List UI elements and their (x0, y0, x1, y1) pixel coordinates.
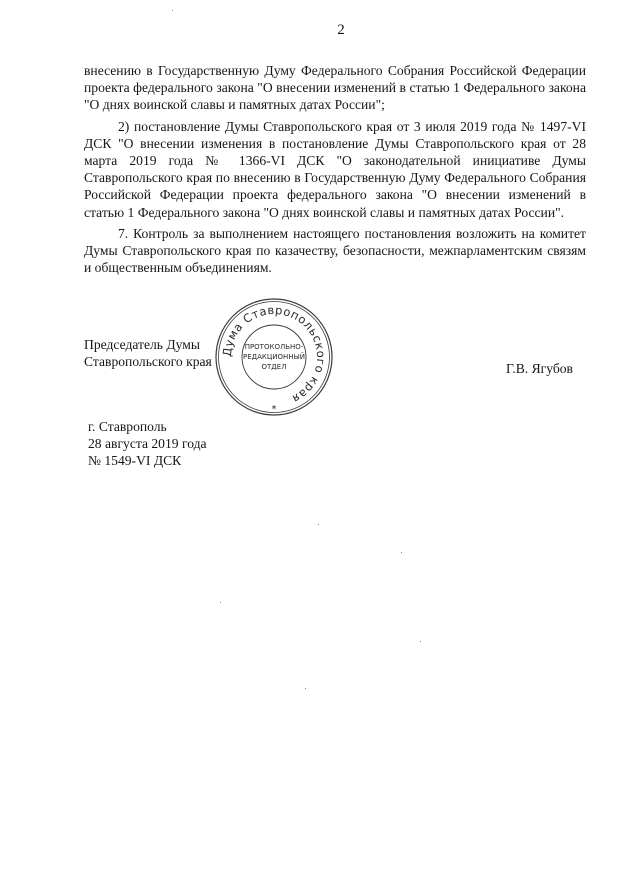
page-number: 2 (337, 22, 345, 38)
paragraph-continuation: внесению в Государственную Думу Федерального Собрания Российской Федерации проекта федерального закона "О внесении изменений в статью 1 Федерального закона "О днях воинской славы и памятных датах России"; (84, 63, 586, 113)
signatory-title-line2: Ставропольского края (84, 354, 212, 370)
signatory-title-line1: Председатель Думы (84, 337, 201, 352)
seal-graphic (213, 296, 335, 418)
scan-speck (220, 602, 221, 603)
scan-speck (172, 10, 173, 11)
seal-center-line3: ОТДЕЛ (261, 363, 287, 371)
seal-center-line2: РЕДАКЦИОННЫЙ (243, 353, 305, 361)
scan-speck (318, 524, 319, 525)
official-seal (213, 296, 335, 418)
document-date: 28 августа 2019 года (88, 436, 207, 452)
city: г. Ставрополь (88, 419, 167, 434)
signatory-title (84, 336, 212, 370)
seal-star: * (271, 404, 277, 415)
document-number: № 1549-VI ДСК (88, 453, 182, 469)
scan-speck (401, 552, 402, 553)
seal-center-line1: ПРОТОКОЛЬНО- (244, 343, 304, 351)
signatory-name: Г.В. Ягубов (506, 361, 573, 376)
scan-speck (420, 641, 421, 642)
paragraph-item-7: 7. Контроль за выполнением настоящего постановления возложить на комитет Думы Ставропольского края по казачеству, безопасности, межпарламентским связям и общественным объединениям. (84, 225, 586, 276)
document-requisites (88, 418, 207, 470)
seal-ring-text: Дума Ставропольского края (219, 302, 329, 407)
paragraph-item-2: 2) постановление Думы Ставропольского края от 3 июля 2019 года № 1497-VI ДСК "О внесении изменения в постановление Думы Ставропольского края от 28 марта 2019 года № 1366-VI ДСК "О законодательной инициативе Думы Ставропольского края по внесению в Государственную Думу Федерального Собрания Российской Федерации проекта федерального закона "О внесении изменений в статью 1 Федерального закона "О днях воинской славы и памятных датах России". (84, 118, 586, 220)
document-body (84, 62, 586, 280)
scan-speck (305, 688, 306, 689)
